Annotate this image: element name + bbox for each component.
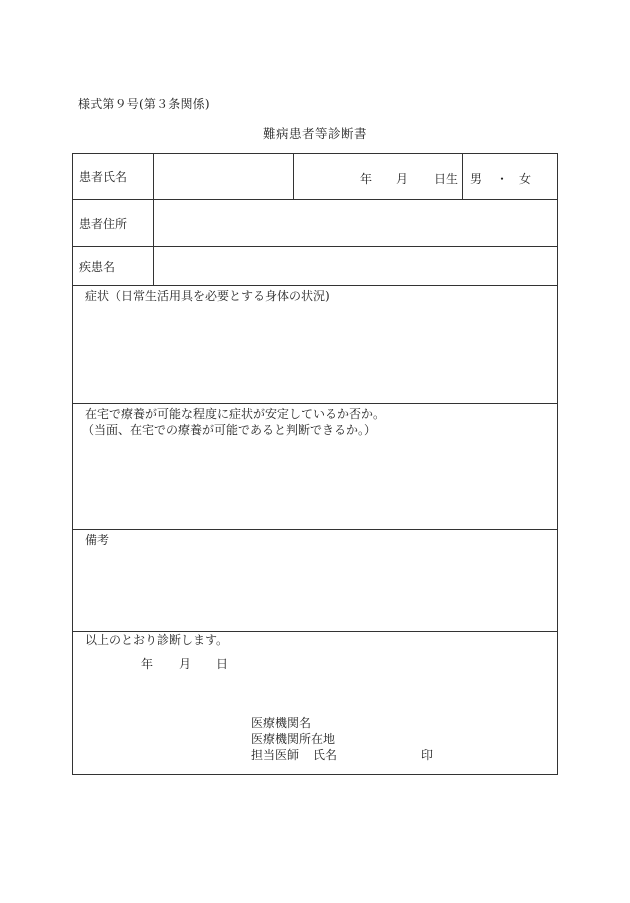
sex-field[interactable]: [463, 154, 557, 199]
certification-statement: 以上のとおり診断します。: [85, 633, 229, 647]
disease-name-field[interactable]: [154, 247, 557, 285]
sex-male-option[interactable]: 男: [470, 172, 483, 186]
patient-address-label: 患者住所: [79, 216, 128, 231]
certification-year-label[interactable]: 年: [141, 657, 154, 671]
symptoms-label: 症状（日常生活用具を必要とする身体の状況): [85, 289, 330, 303]
disease-name-label-cell: [73, 247, 154, 285]
disease-name-label: 疾患名: [79, 259, 116, 274]
disease-name-row: [73, 247, 557, 286]
remarks-label: 備考: [85, 533, 110, 547]
patient-name-label: 患者氏名: [79, 170, 128, 184]
certification-section: [73, 632, 557, 774]
patient-address-field[interactable]: [154, 200, 557, 246]
document-title: 難病患者等診断書: [262, 126, 367, 141]
patient-name-field[interactable]: [154, 154, 294, 199]
patient-name-row: [73, 154, 557, 200]
patient-address-row: [73, 200, 557, 247]
remarks-section[interactable]: [73, 530, 557, 632]
diagnosis-form: [72, 153, 558, 775]
birth-month-label: 月: [396, 172, 409, 186]
doctor-name-label: 氏名: [313, 748, 338, 762]
form-number: 様式第９号(第３条関係): [78, 97, 210, 111]
institution-name-label: 医療機関名: [251, 716, 312, 730]
patient-name-label-cell: [73, 154, 154, 199]
home-care-note: （当面、在宅での療養が可能であると判断できるか。）: [82, 423, 377, 437]
doctor-label: 担当医師: [251, 748, 300, 762]
home-care-section[interactable]: [73, 404, 557, 530]
sex-separator: ・: [496, 172, 509, 186]
birth-year-label: 年: [360, 172, 373, 186]
seal-mark: 印: [421, 748, 434, 762]
certification-day-label[interactable]: 日: [216, 657, 229, 671]
home-care-question: 在宅で療養が可能な程度に症状が安定しているか否か。: [85, 407, 386, 421]
birth-day-label: 日生: [434, 172, 459, 186]
sex-female-option[interactable]: 女: [519, 172, 532, 186]
symptoms-section[interactable]: [73, 286, 557, 404]
birth-date-field[interactable]: [294, 154, 463, 199]
patient-address-label-cell: [73, 200, 154, 246]
institution-address-label: 医療機関所在地: [251, 732, 336, 746]
certification-month-label[interactable]: 月: [179, 657, 192, 671]
